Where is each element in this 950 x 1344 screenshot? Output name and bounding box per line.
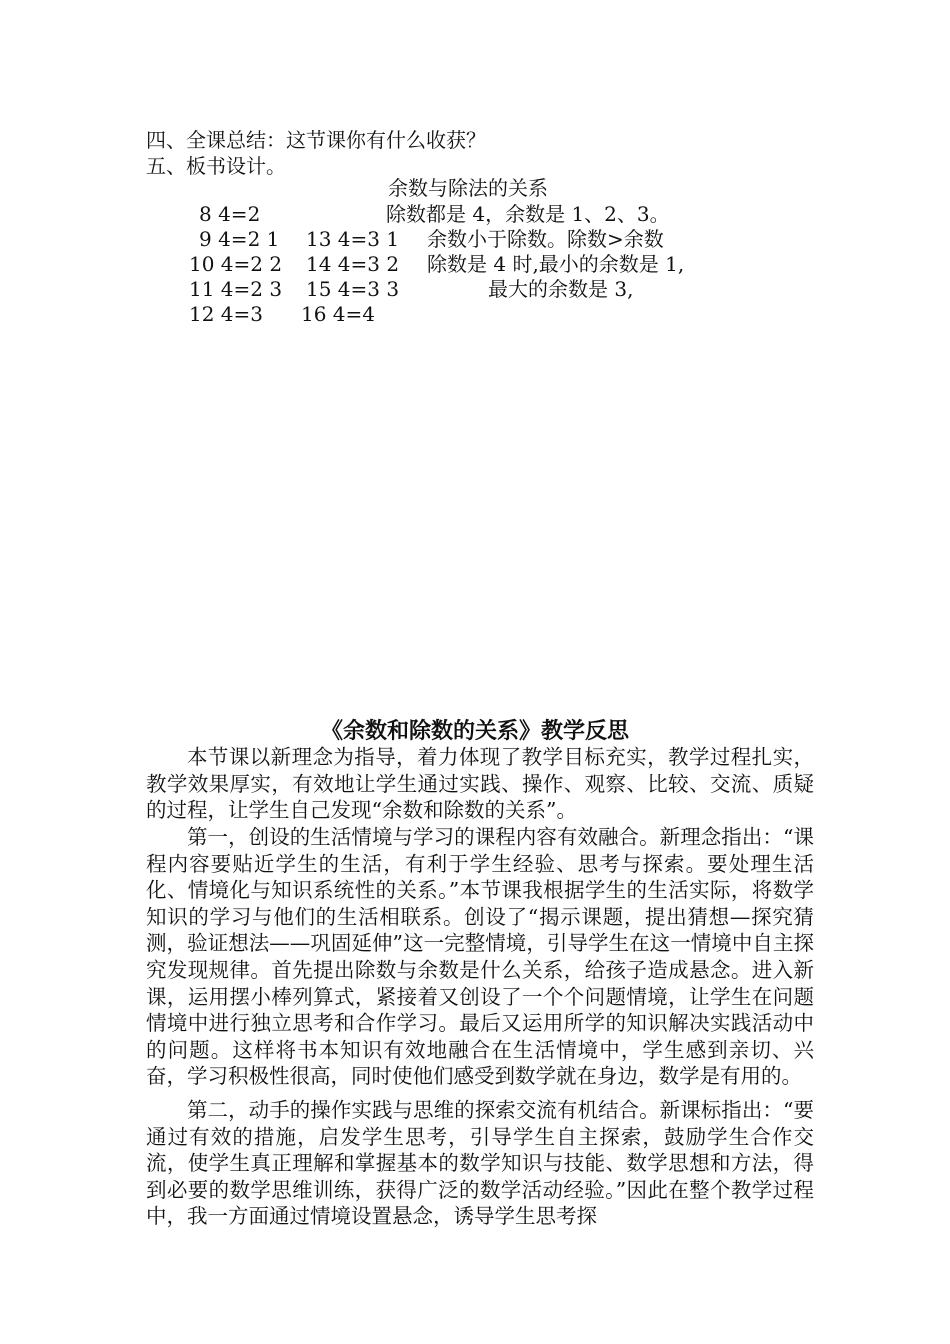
board-note3: 除数是 4 时,最小的余数是 1,: [427, 252, 685, 276]
board-note2: 余数小于除数。除数>余数: [427, 227, 664, 251]
board-col2-row4: 16 4=4: [301, 302, 376, 326]
board-col1-row1: 8 4=2: [199, 202, 261, 226]
board-col1-row5: 12 4=3: [189, 302, 264, 326]
board-note4: 最大的余数是 3,: [488, 277, 634, 301]
reflection-paragraph-2: 第一，创设的生活情境与学习的课程内容有效融合。新理念指出：“课程内容要贴近学生的生活，有利于学生经验、思考与探索。要处理生活化、情境化与知识系统性的关系。”本节课我根据学生的生活实际，将数学知识的学习与他们的生活相联系。创设了“揭示课题，提出猜想—探究猜测，验证想法——巩固延伸”这一完整情境，引导学生在这一情境中自主探究发现规律。首先提出除数与余数是什么关系，给孩子造成悬念。进入新课，运用摆小棒列算式，紧接着又创设了一个个问题情境，让学生在问题情境中进行独立思考和合作学习。最后又运用所学的知识解决实践活动中的问题。这样将书本知识有效地融合在生活情境中，学生感到亲切、兴奋，学习积极性很高，同时使他们感受到数学就在身边，数学是有用的。: [146, 825, 814, 1089]
reflection-paragraph-1: 本节课以新理念为指导，着力体现了教学目标充实，教学过程扎实，教学效果厚实，有效地让学生通过实践、操作、观察、比较、交流、质疑的过程，让学生自己发现“余数和除数的关系”。: [146, 745, 814, 823]
board-heading: 余数与除法的关系: [388, 176, 548, 200]
board-col1-row4: 11 4=2 3: [189, 277, 283, 301]
board-col1-row2: 9 4=2 1: [199, 227, 280, 251]
summary-section5: 五、板书设计。: [146, 154, 286, 178]
reflection-paragraph-3: 第二，动手的操作实践与思维的探索交流有机结合。新课标指出：“要通过有效的措施，启发学生思考，引导学生自主探索，鼓励学生合作交流，使学生真正理解和掌握基本的数学知识与技能、数学思想和方法，得到必要的数学思维训练，获得广泛的数学活动经验。”因此在整个教学过程中，我一方面通过情境设置悬念，诱导学生思考探: [146, 1098, 814, 1229]
board-col2-row2: 14 4=3 2: [306, 252, 400, 276]
board-col2-row1: 13 4=3 1: [306, 227, 400, 251]
board-col1-row3: 10 4=2 2: [189, 252, 283, 276]
reflection-title: 《余数和除数的关系》教学反思: [320, 718, 629, 744]
board-note1: 除数都是 4，余数是 1、2、3。: [386, 202, 670, 226]
board-col2-row3: 15 4=3 3: [306, 277, 400, 301]
summary-section4: 四、全课总结：这节课你有什么收获？: [146, 128, 486, 152]
